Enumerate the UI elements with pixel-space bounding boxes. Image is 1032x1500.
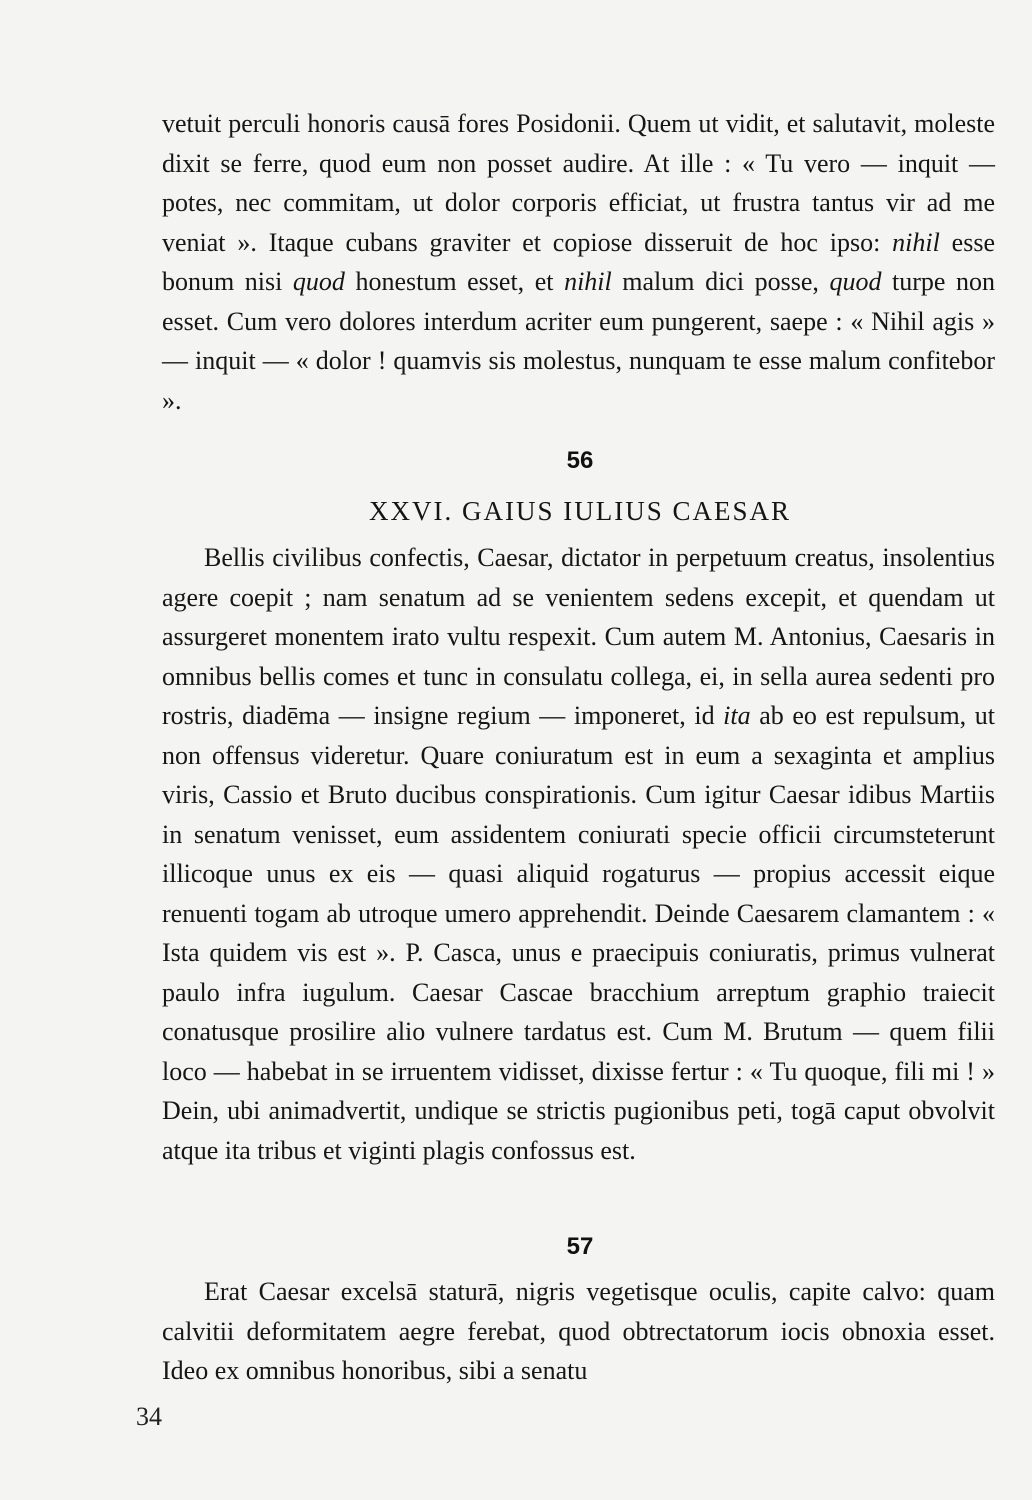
italic-word: nihil: [892, 227, 940, 257]
italic-word: quod: [292, 267, 345, 296]
text-segment: esse bonum nisi: [162, 227, 995, 296]
text-segment: honestum esset, et: [344, 267, 565, 296]
italic-word: ita: [723, 701, 751, 730]
italic-word: quod: [829, 267, 882, 296]
paragraph-continued: [162, 104, 995, 420]
text-segment: vetuit perculi honoris causā fores Posidonii. Quem ut vidit, et salutavit, moleste dixit se ferre, quod eum non posset audire. At ille : « Tu vero — inquit — potes, nec commitam, ut dolor corporis efficiat, ut frustra tantus vir ad me veniat ». Itaque cubans graviter et copiose disseruit de hoc ipso:: [162, 109, 995, 257]
section-number-57: 57: [566, 1233, 594, 1260]
text-segment: turpe non esset. Cum vero dolores interdum acriter eum pungerent, saepe : « Nihil agis » — inquit — « dolor ! quamvis sis molestus, nunquam te esse malum confitebor ».: [162, 267, 995, 415]
paragraph-caesar: [162, 538, 995, 1170]
paragraph-text: Erat Caesar excelsā staturā, nigris vegetisque oculis, capite calvo: quam calvitii deformitatem aegre ferebat, quod obtrectatorum iocis obnoxia esset. Ideo ex omnibus honoribus, sibi a senatu: [162, 1277, 995, 1385]
chapter-heading: XXVI. GAIUS IULIUS CAESAR: [368, 496, 791, 526]
text-segment: ab eo est repulsum, ut non offensus videretur. Quare coniuratum est in eum a sexaginta et amplius viris, Cassio et Bruto ducibus conspirationis. Cum igitur Caesar idibus Martiis in senatum venisset, eum assidentem coniurati specie officii circumsteterunt illicoque unus ex eis — quasi aliquid rogaturus — propius accessit eique renuenti togam ab utroque umero apprehendit. Deinde Caesarem clamantem : « Ista quidem vis est ». P. Casca, unus e praecipuis coniuratis, primus vulnerat paulo infra iugulum. Caesar Cascae bracchium arreptum graphio traiecit conatusque prosilire alio vulnere tardatus est. Cum M. Brutum — quem filii loco — habebat in se irruentem vidisset, dixisse fertur : « Tu quoque, fili mi ! » Dein, ubi animadvertit, undique se strictis pugionibus peti, togā caput obvolvit atque ita tribus et viginti plagis confossus est.: [162, 701, 995, 1165]
text-segment: Bellis civilibus confectis, Caesar, dictator in perpetuum creatus, insolentius agere coepit ; nam senatum ad se venientem sedens excepit, et quendam ut assurgeret monentem irato vultu respexit. Cum autem M. Antonius, Caesaris in omnibus bellis comes et tunc in consulatu collega, ei, in sella aurea sedenti pro rostris, diadēma — insigne regium — imponeret, id: [162, 543, 995, 730]
text-segment: malum dici posse,: [611, 267, 830, 296]
section-number-56: 56: [566, 447, 594, 474]
paragraph-appearance: [162, 1272, 995, 1391]
page-number: 34: [136, 1402, 162, 1431]
italic-word: nihil: [564, 267, 612, 296]
